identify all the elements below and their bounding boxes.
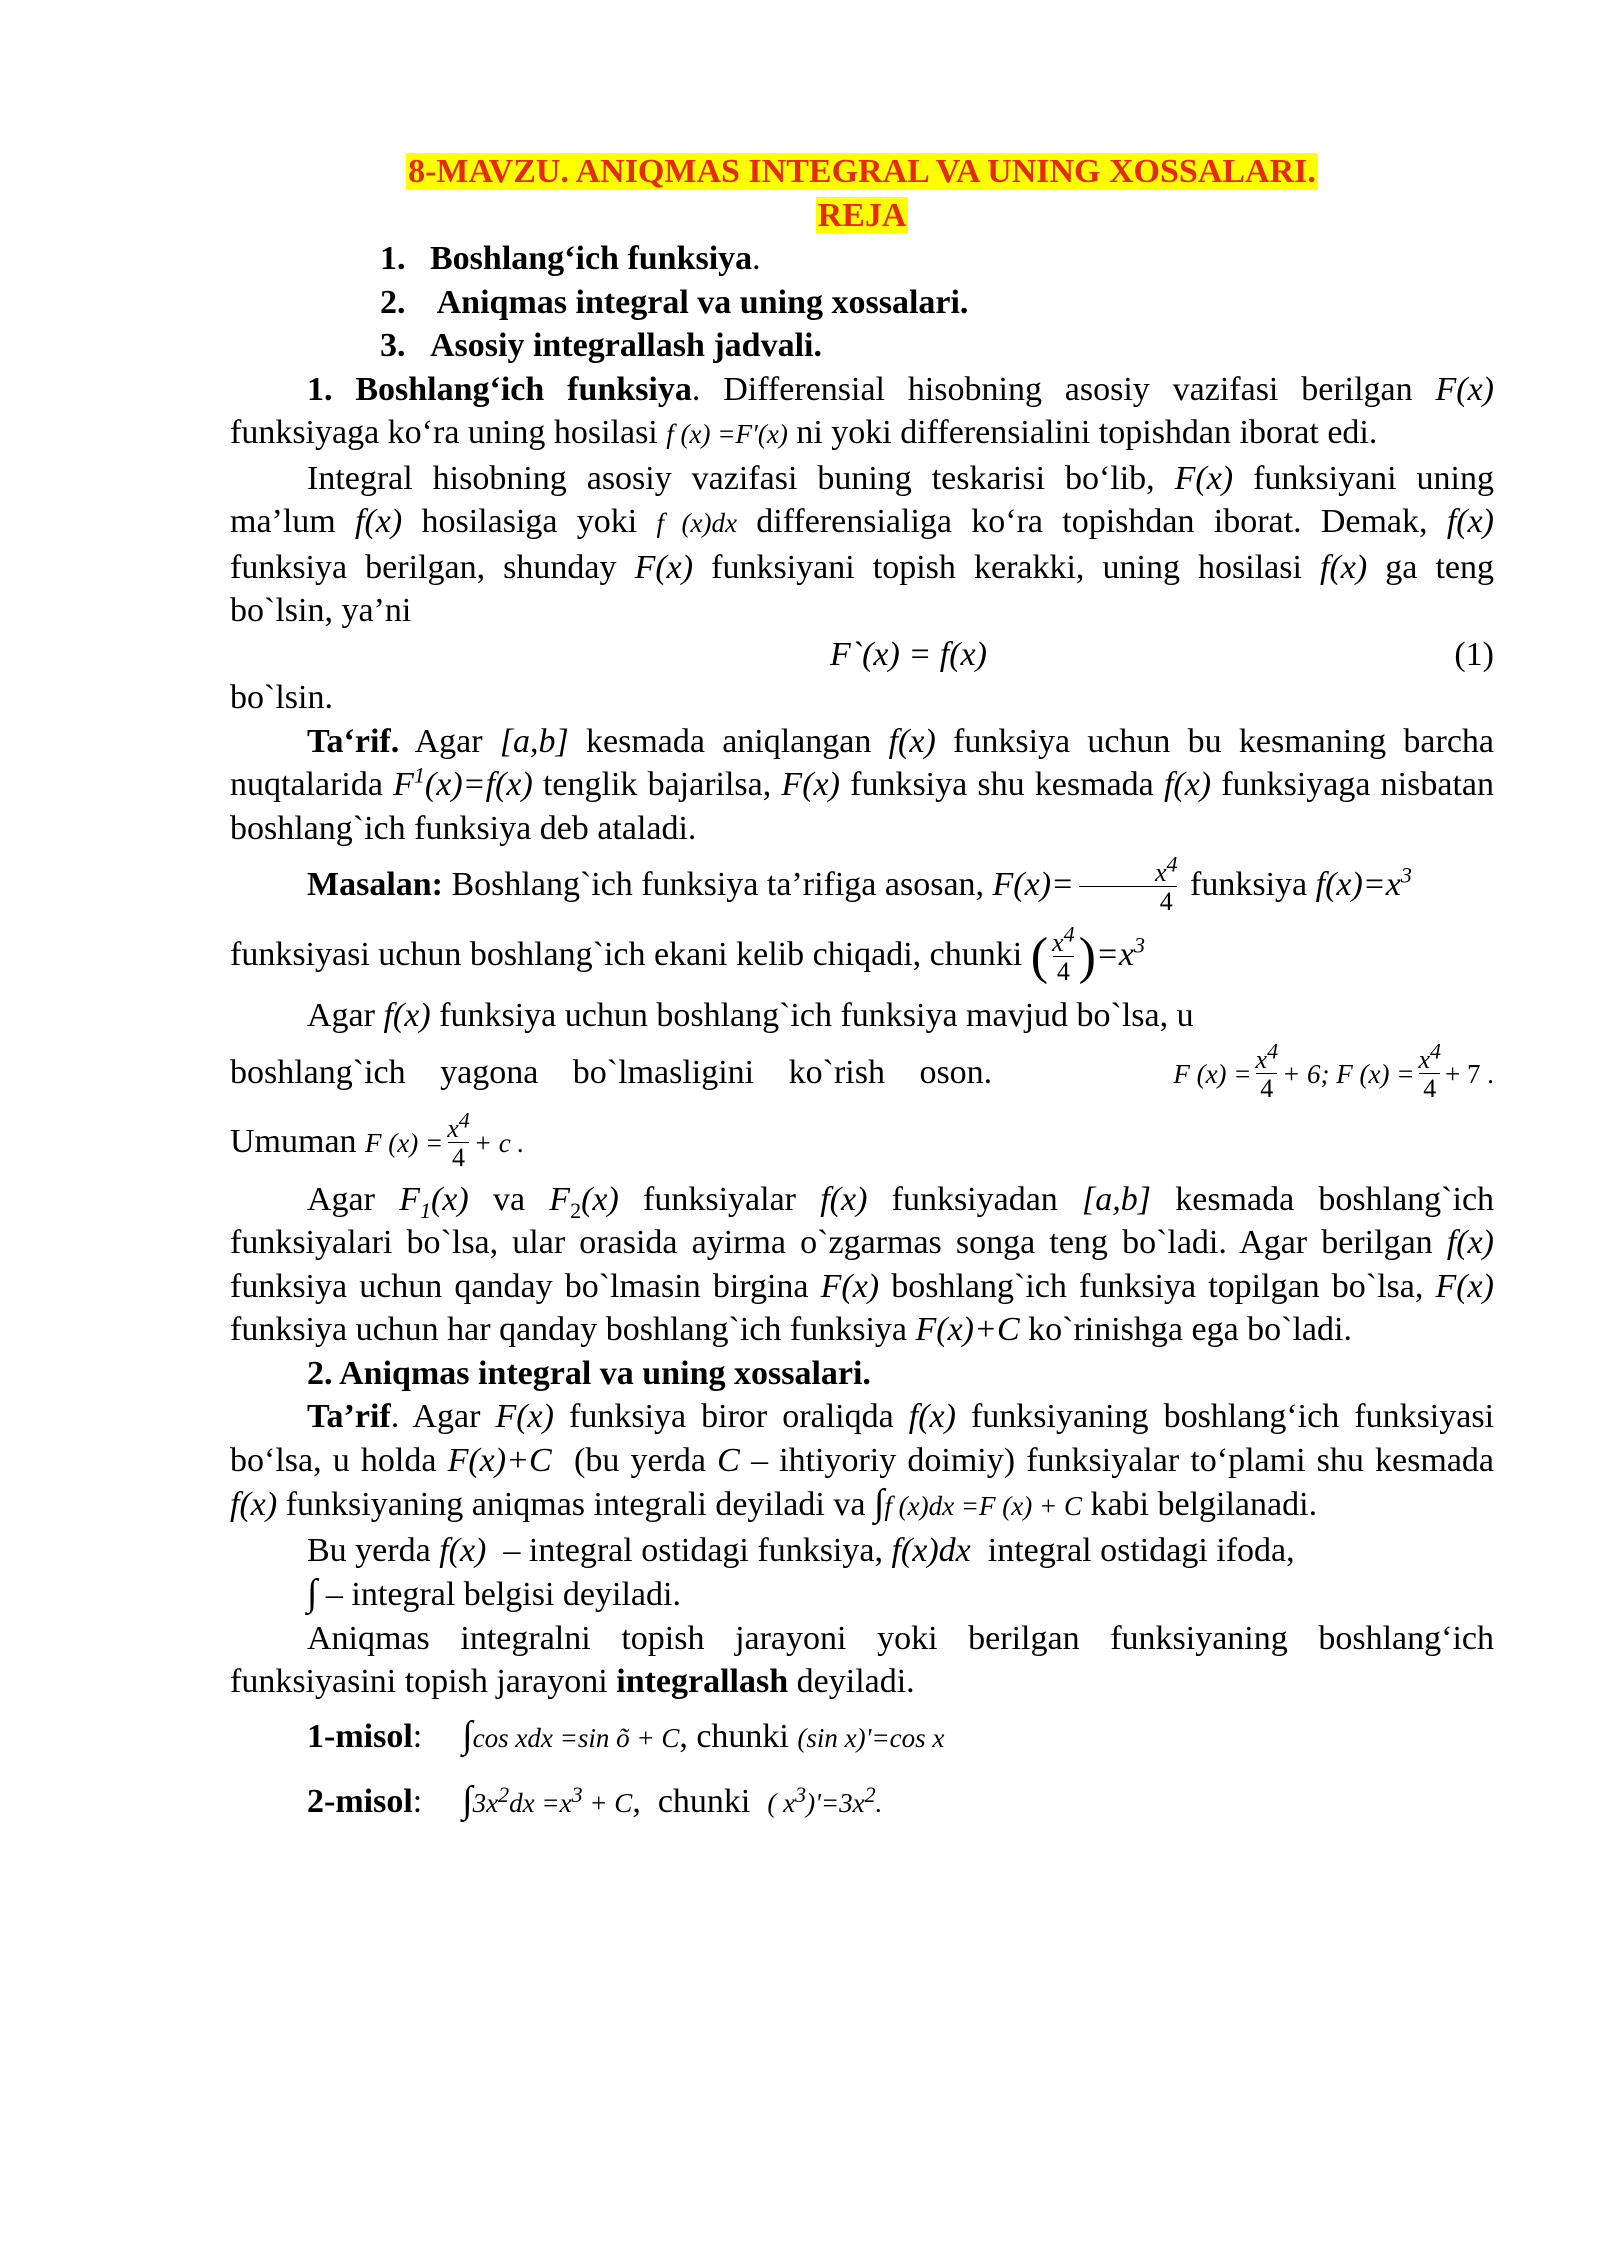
paragraph-integral-task: Integral hisobning asosiy vazifasi buning teskarisi bo‘lib, F(x) funksiyani uning ma’lum f(x) hosilasiga yoki f (x)dx differensialiga ko‘ra topishdan iborat. Demak, f(x) funksiya berilgan, shunday F(x) funksiyani topish kerakki, uning hosilasi f(x) ga teng bo`lsin, ya’ni	[230, 459, 1495, 629]
paragraph-general: Umuman F (x) = $\frac{x^4}{4}$ + c .	[230, 1107, 525, 1173]
page-title	[230, 150, 1494, 237]
example-2: 2-misol: $\int 3x^2dx =x^3 + C$, chunki ( $x^3)'=3x^2$.	[307, 1778, 883, 1821]
formula-derivative: f (x) =F′(x)	[666, 419, 788, 449]
line-uniqueness-examples: boshlang`ich yagona bo`lmasligini ko`rish oson. F (x) = $\frac{x^4}{4}$ + 6; F (x) = $\frac{x^4}{4}$ + 7 .	[230, 1038, 1494, 1104]
paragraph-example-check: funksiyasi uchun boshlang`ich ekani kelib chiqadi, chunki ( $\frac{x^4}{4}$ )$=x^3$	[230, 921, 1145, 986]
paragraph-uniqueness: Agar f(x) funksiya uchun boshlang`ich funksiya mavjud bo`lsa, u	[307, 997, 1194, 1034]
equation-1-number: (1)	[1454, 635, 1494, 673]
plan-list	[380, 237, 1494, 368]
paragraph-definition-2: Ta’rif. Agar F(x) funksiya biror oraliqda f(x) funksiyaning boshlang‘ich funksiyasi bo‘lsa, u holda F(x)+C (bu yerda C – ihtiyoriy doimiy) funksiyalar to‘plami shu kesmada f(x) funksiyaning aniqmas integrali deyiladi va ∫f (x)dx =F (x) + C kabi belgilanadi.	[230, 1398, 1495, 1524]
paragraph-notation: Bu yerda f(x) – integral ostidagi funksiya, f(x)dx integral ostidagi ifoda,	[307, 1531, 1295, 1569]
section-heading-1: 1. Boshlang‘ich funksiya	[307, 370, 692, 408]
title-line-2: REJA	[817, 196, 907, 234]
formula-indefinite-integral: f (x)dx =F (x) + C	[884, 1491, 1082, 1521]
paragraph-example: Masalan: Boshlang`ich funksiya ta’rifiga asosan, F(x)= $\frac{x^4}{4}$ funksiya $f(x)=x^3$	[307, 851, 1412, 916]
plan-item: 1. Boshlang‘ich funksiya .	[380, 240, 761, 277]
integral-sign: ∫	[462, 1713, 473, 1756]
paragraph-definition-1: Ta‘rif. Agar [a,b] kesmada aniqlangan f(x) funksiya uchun bu kesmaning barcha nuqtalarida $F^1(x)=f(x)$ tenglik bajarilsa, F(x) funksiya shu kesmada f(x) funksiyaga nisbatan boshlang`ich funksiya deb ataladi.	[230, 722, 1495, 847]
formula-uniqueness: F (x) = $\frac{x^4}{4}$ + 6; F (x) = $\frac{x^4}{4}$ + 7 .	[1173, 1038, 1494, 1104]
integral-sign: ∫	[307, 1572, 318, 1614]
fraction-x4-over-4: $\frac{x^4}{4}$	[1076, 860, 1180, 915]
paragraph-difference: Agar $F_1(x)$ va $F_2(x)$ funksiyalar f(x) funksiyadan [a,b] kesmada boshlang`ich funksiyalari bo`lsa, ular orasida ayirma o`zgarmas songa teng bo`ladi. Agar berilgan f(x) funksiya uchun qanday bo`lmasin birgina F(x) boshlang`ich funksiya topilgan bo`lsa, F(x) funksiya uchun har qanday boshlang`ich funksiya F(x)+C ko`rinishga ega bo`ladi.	[230, 1180, 1495, 1348]
integral-sign: ∫	[462, 1778, 473, 1821]
integral-sign: ∫	[873, 1482, 885, 1524]
paragraph-after-eq: bo`lsin.	[230, 679, 333, 716]
paragraph-integration: Aniqmas integralni topish jarayoni yoki berilgan funksiyaning boshlang‘ich funksiyasini topish jarayoni integrallash deyiladi.	[230, 1619, 1494, 1700]
plan-item: 2. Aniqmas integral va uning xossalari.	[380, 283, 969, 321]
formula-example-1: cos xdx =sin õ + C	[472, 1722, 680, 1753]
fraction-general: $\frac{x^4}{4}$	[447, 1107, 470, 1173]
example-1: 1-misol: ∫cos xdx =sin õ + C, chunki (sin x)'=cos x	[307, 1713, 945, 1756]
paragraph-integral-sign: ∫ – integral belgisi deyiladi.	[307, 1572, 681, 1614]
fraction-x4-over-4-check: $\frac{x^4}{4}$	[1052, 921, 1075, 986]
formula-example-1-check: (sin x)'=cos x	[797, 1722, 945, 1753]
paragraph-intro: 1. Boshlang‘ich funksiya. Differensial hisobning asosiy vazifasi berilgan F(x) funksiyaga ko‘ra uning hosilasi f (x) =F′(x) ni yoki differensialini topishdan iborat edi.	[230, 370, 1494, 451]
formula-example-2-check: ( $x^3)'=3x^2$.	[767, 1781, 883, 1818]
formula-differential: f (x)dx	[656, 508, 737, 538]
equation-1-formula: F`(x) = f(x)	[830, 635, 987, 673]
formula-example-2: $3x^2dx =x^3 + C$	[472, 1781, 633, 1818]
section-heading-2: 2. Aniqmas integral va uning xossalari.	[307, 1354, 871, 1392]
plan-item: 3. Asosiy integrallash jadvali.	[380, 327, 822, 364]
document-page	[230, 150, 1494, 1834]
equation-1	[230, 633, 1494, 677]
title-line-1: 8-MAVZU. ANIQMAS INTEGRAL VA UNING XOSSALARI.	[408, 153, 1316, 190]
